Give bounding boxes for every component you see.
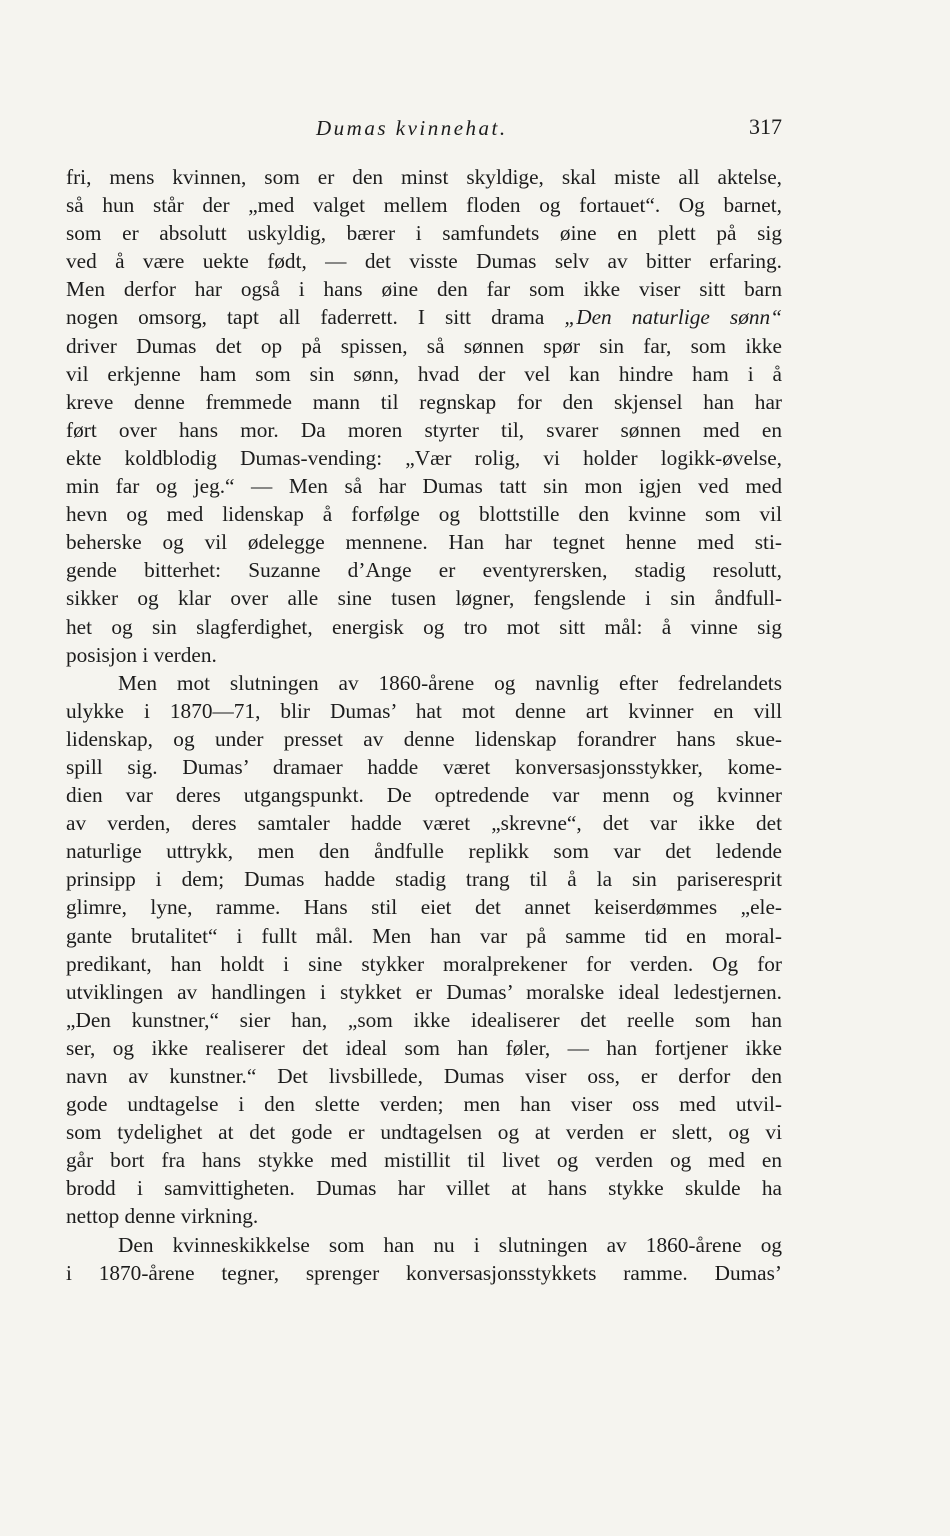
text-line: prinsipp i dem; Dumas hadde stadig trang til å la sin pariseresprit [66, 867, 782, 892]
text-line: sikker og klar over alle sine tusen løgner, fengslende i sin åndfull- [66, 586, 782, 611]
text-line: Men derfor har også i hans øine den far som ikke viser sitt barn [66, 277, 782, 302]
text-line: vil erkjenne ham som sin sønn, hvad der vel kan hindre ham i å [66, 361, 782, 386]
text-line: nettop denne virkning. [66, 1204, 259, 1229]
running-title: Dumas kvinnehat. [316, 116, 508, 140]
italic-title: „Den naturlige sønn“ [564, 305, 782, 330]
text-line: predikant, han holdt i sine stykker moralprekener for verden. Og for [66, 951, 782, 976]
text-line: naturlige uttrykk, men den åndfulle replikk som var det ledende [66, 839, 782, 864]
text-line: lidenskap, og under presset av denne lidenskap forandrer hans skue- [66, 726, 782, 751]
running-head [66, 114, 782, 144]
text-line: ulykke i 1870—71, blir Dumas’ hat mot denne art kvinner en vill [66, 698, 782, 723]
text-line: spill sig. Dumas’ dramaer hadde været konversasjonsstykker, kome- [66, 754, 782, 779]
text-line: beherske og vil ødelegge mennene. Han har tegnet henne med sti- [66, 530, 782, 555]
text-line: min far og jeg.“ — Men så har Dumas tatt sin mon igjen ved med [66, 474, 782, 499]
text-line: så hun står der „med valget mellem floden og fortauet“. Og barnet, [66, 193, 782, 218]
text-line: gende bitterhet: Suzanne d’Ange er eventyrersken, stadig resolutt, [66, 558, 782, 583]
text-line: gante brutalitet“ i fullt mål. Men han var på samme tid en moral- [66, 923, 782, 948]
text-line: Men mot slutningen av 1860-årene og navnlig efter fedrelandets [118, 670, 782, 695]
text-line: i 1870-årene tegner, sprenger konversasjonsstykkets ramme. Dumas’ [66, 1260, 782, 1285]
text-line: ser, og ikke realiserer det ideal som han føler, — han fortjener ikke [66, 1035, 782, 1060]
text-line: som er absolutt uskyldig, bærer i samfundets øine en plett på sig [66, 221, 782, 246]
text-line: „Den kunstner,“ sier han, „som ikke idealiserer det reelle som han [66, 1007, 782, 1032]
text-line: brodd i samvittigheten. Dumas har villet at hans stykke skulde ha [66, 1176, 782, 1201]
text-line: het og sin slagferdighet, energisk og tro mot sitt mål: å vinne sig [66, 614, 782, 639]
text-line: posisjon i verden. [66, 642, 217, 667]
text-line: kreve denne fremmede mann til regnskap for den skjensel han har [66, 389, 782, 414]
text-line: driver Dumas det op på spissen, så sønnen spør sin far, som ikke [66, 333, 782, 358]
text-line: hevn og med lidenskap å forfølge og blottstille den kvinne som vil [66, 502, 782, 527]
text-line: glimre, lyne, ramme. Hans stil eiet det annet keiserdømmes „ele- [66, 895, 782, 920]
page-number: 317 [749, 114, 782, 139]
text-line: gode undtagelse i den slette verden; men han viser oss med utvil- [66, 1092, 782, 1117]
text-line: utviklingen av handlingen i stykket er Dumas’ moralske ideal ledestjernen. [66, 979, 782, 1004]
text-line: ekte koldblodig Dumas-vending: „Vær rolig, vi holder logikk-øvelse, [66, 445, 782, 470]
text-line: Den kvinneskikkelse som han nu i slutningen av 1860-årene og [118, 1232, 782, 1257]
text-line: nogen omsorg, tapt all faderrett. I sitt drama „Den naturlige sønn“ [66, 305, 782, 330]
text-line: ført over hans mor. Da moren styrter til, svarer sønnen med en [66, 417, 782, 442]
body-text [66, 163, 782, 1287]
text-line: navn av kunstner.“ Det livsbillede, Dumas viser oss, er derfor den [66, 1064, 782, 1088]
text-line: av verden, deres samtaler hadde været „skrevne“, det var ikke det [66, 811, 782, 836]
text-line: går bort fra hans stykke med mistillit til livet og verden og med en [66, 1148, 782, 1173]
text-line: ved å være uekte født, — det visste Dumas selv av bitter erfaring. [66, 249, 782, 274]
text-line: fri, mens kvinnen, som er den minst skyldige, skal miste all aktelse, [66, 165, 782, 189]
text-line: dien var deres utgangspunkt. De optredende var menn og kvinner [66, 783, 782, 808]
text-line: som tydelighet at det gode er undtagelsen og at verden er slett, og vi [66, 1120, 782, 1145]
